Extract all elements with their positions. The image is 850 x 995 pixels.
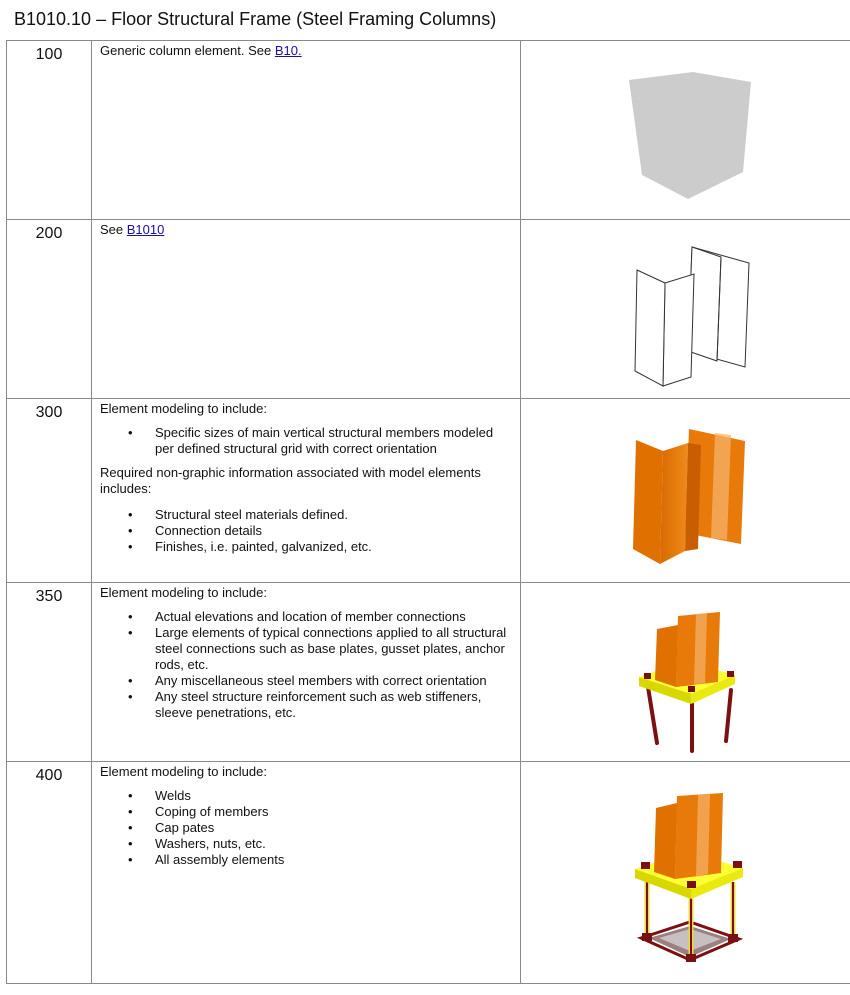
- list-item: • All assembly elements: [100, 852, 514, 868]
- lod-cell: [7, 41, 92, 220]
- bullet-list: [100, 507, 514, 555]
- table-row-300: [7, 399, 850, 583]
- lod-number: 400: [35, 767, 63, 784]
- requirements-text: Required non-graphic information associated with model elements includes:: [100, 465, 481, 496]
- intro-text: Element modeling to include:: [100, 585, 267, 600]
- lod-number: 350: [35, 588, 63, 605]
- list-item: • Welds: [100, 788, 514, 804]
- list-item: • Cap pates: [100, 820, 514, 836]
- description-cell: [92, 41, 521, 220]
- table-row-100: [7, 41, 850, 220]
- list-item: • Structural steel materials defined.: [100, 507, 514, 523]
- list-item: • Actual elevations and location of member connections: [100, 609, 514, 625]
- table-row-200: [7, 220, 850, 399]
- list-item: • Any steel structure reinforcement such as web stiffeners, sleeve penetrations, etc.: [100, 689, 514, 721]
- list-item: • Large elements of typical connections applied to all structural steel connections such as base plates, gusset plates, anchor rods, etc.: [100, 625, 514, 673]
- description-cell: [92, 399, 521, 583]
- wireframe-column-figure: [521, 220, 850, 399]
- column-with-base-plate-figure: [521, 583, 850, 762]
- list-item: • Washers, nuts, etc.: [100, 836, 514, 852]
- list-item: • Specific sizes of main vertical structural members modeled per defined structural grid with correct orientation: [100, 425, 514, 457]
- description-text: Generic column element. See B10.: [100, 43, 302, 58]
- full-assembly-figure: [521, 762, 850, 984]
- description-cell: [92, 762, 521, 984]
- list-item: • Connection details: [100, 523, 514, 539]
- bullet-list: [100, 788, 514, 868]
- list-item: • Finishes, i.e. painted, galvanized, etc.: [100, 539, 514, 555]
- lod-table: [6, 40, 850, 984]
- lod-number: 300: [35, 404, 63, 421]
- bullet-list: [100, 425, 514, 457]
- list-item: • Any miscellaneous steel members with correct orientation: [100, 673, 514, 689]
- image-cell: [521, 762, 850, 984]
- description-cell: [92, 583, 521, 762]
- list-item: • Coping of members: [100, 804, 514, 820]
- table-row-350: [7, 583, 850, 762]
- lod-cell: [7, 583, 92, 762]
- image-cell: [521, 399, 850, 583]
- lod-number: 100: [35, 46, 63, 63]
- bullet-list: [100, 609, 514, 721]
- table-row-400: [7, 762, 850, 984]
- image-cell: [521, 583, 850, 762]
- intro-text: Element modeling to include:: [100, 764, 267, 779]
- image-cell: [521, 220, 850, 399]
- description-cell: [92, 220, 521, 399]
- description-text: See B1010: [100, 222, 165, 237]
- orange-h-column-figure: [521, 399, 850, 583]
- link-b10[interactable]: B10.: [274, 43, 302, 58]
- lod-cell: [7, 399, 92, 583]
- generic-mass-figure: [521, 41, 850, 220]
- lod-cell: [7, 220, 92, 399]
- lod-number: 200: [35, 225, 63, 242]
- image-cell: [521, 41, 850, 220]
- intro-text: Element modeling to include:: [100, 401, 267, 416]
- page-title: B1010.10 – Floor Structural Frame (Steel Framing Columns): [14, 9, 497, 29]
- lod-cell: [7, 762, 92, 984]
- link-b1010[interactable]: B1010: [126, 222, 165, 237]
